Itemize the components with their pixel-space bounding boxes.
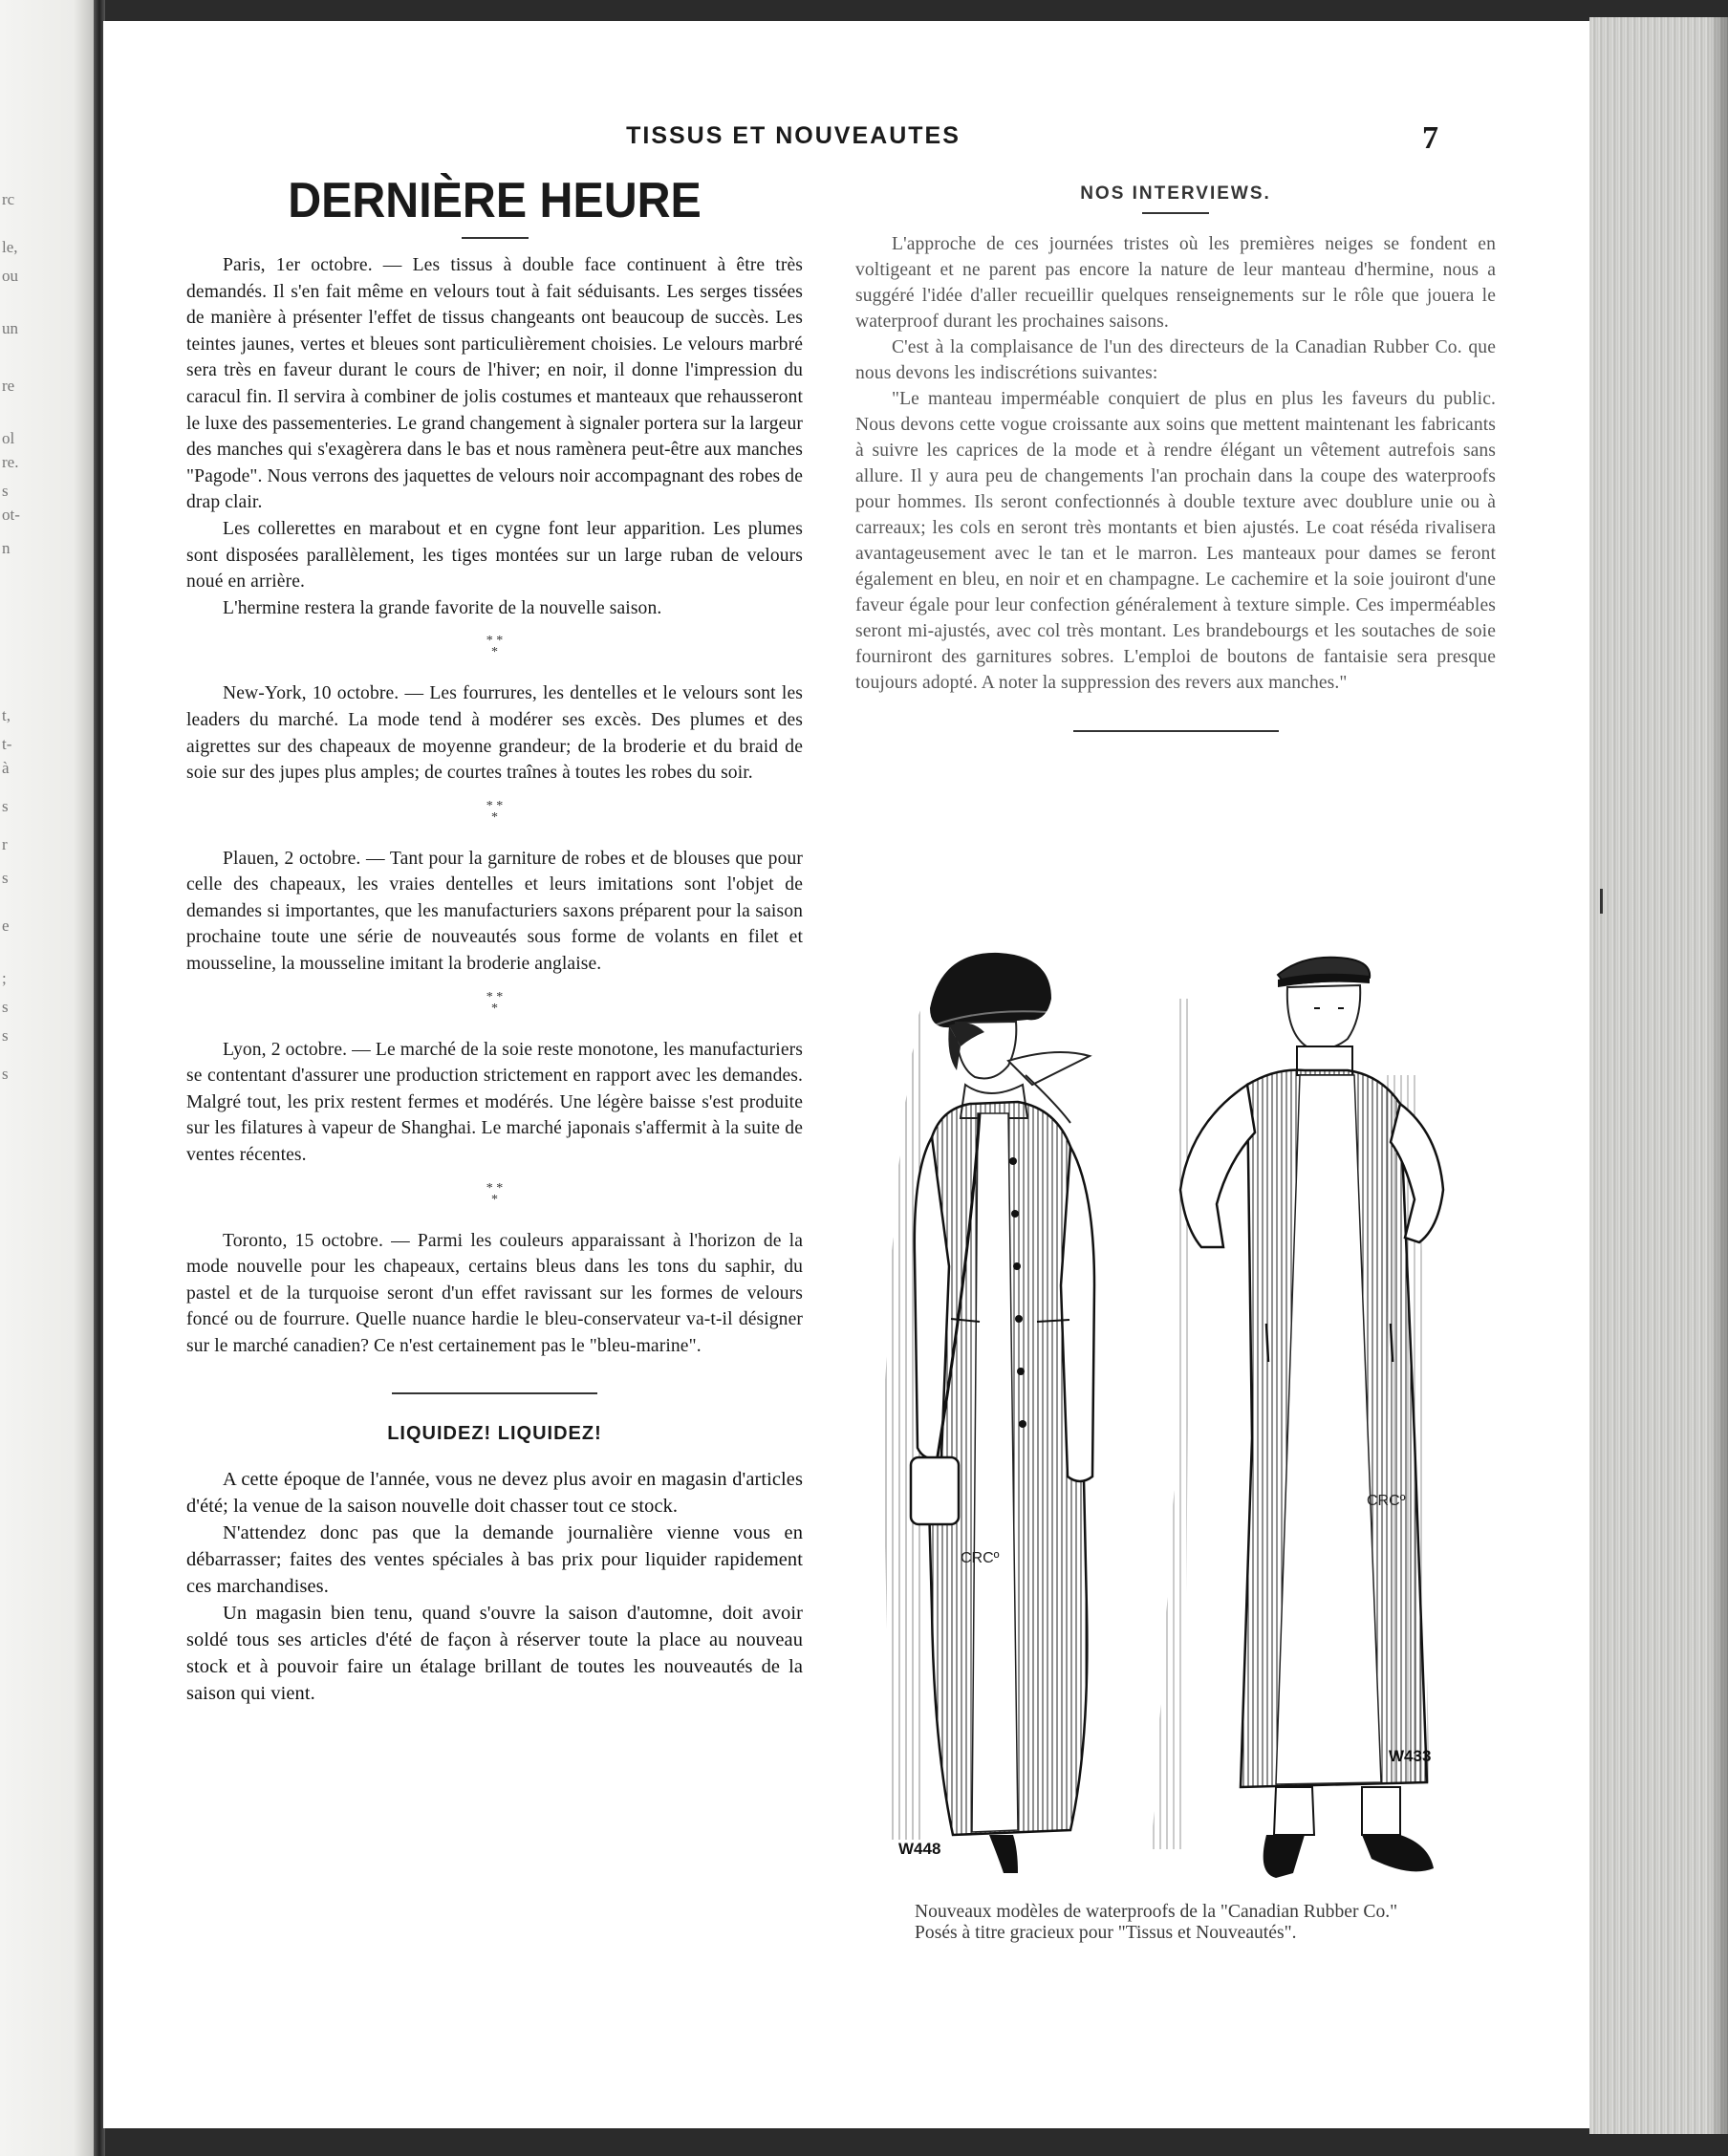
liquidez-paragraph: Un magasin bien tenu, quand s'ouvre la saison d'automne, doit avoir soldé tous ses articles d'été de façon à réserver toute la place au nouveau stock et à pouvoir faire un étalage brillant de toutes les nouveautés de la saison qui vient. bbox=[186, 1602, 803, 1704]
margin-fragment: s bbox=[2, 797, 9, 815]
margin-fragment: t, bbox=[2, 706, 11, 724]
interviews-rule bbox=[1142, 212, 1209, 214]
margin-fragment: s bbox=[2, 482, 9, 500]
page-stack-edge bbox=[1589, 17, 1728, 2134]
margin-fragment: à bbox=[2, 759, 10, 777]
asterism: * * * bbox=[486, 634, 504, 660]
collerettes-paragraph: Les collerettes en marabout et en cygne font leur apparition. Les plumes sont disposées parallèlement, les tiges montées sur un large ruban de velours noué en arrière. bbox=[186, 518, 803, 593]
caption-line-2: Posés à titre gracieux pour "Tissus et Nouveautés". bbox=[915, 1923, 1297, 1943]
left-column bbox=[186, 172, 803, 1707]
liquidez-paragraph: A cette époque de l'année, vous ne devez plus avoir en magasin d'articles d'été; la venue de la saison nouvelle doit chasser tout ce stock. bbox=[186, 1468, 803, 1517]
margin-fragment: re. bbox=[2, 453, 19, 471]
margin-fragment: le, bbox=[2, 238, 18, 256]
asterism: * * * bbox=[486, 989, 504, 1016]
man-crc-mark: CRCº bbox=[1367, 1493, 1406, 1509]
margin-fragment: rc bbox=[2, 190, 15, 208]
margin-fragment: r bbox=[2, 835, 8, 853]
waterproof-illustration bbox=[865, 941, 1496, 1887]
margin-fragment: s bbox=[2, 1065, 9, 1083]
derniere-heure-body bbox=[186, 252, 803, 1360]
interviews-title: NOS INTERVIEWS. bbox=[1080, 183, 1271, 204]
illustration-caption bbox=[865, 1902, 1496, 1944]
liquidez-body bbox=[186, 1466, 803, 1707]
margin-fragment: ot- bbox=[2, 506, 20, 524]
interviews-paragraph: "Le manteau imperméable conquiert de plus en plus les faveurs du public. Nous devons cette vogue croissante aux soins que mettent maintenant les fabricants à suivre les caprices de la mode et à rendre élégant un vêtement autrefois sans allure. Il y aura peu de changements l'an prochain dans la coupe des waterproofs pour hommes. Ils seront confectionnés à double texture avec doublure unie ou à carreaux; les cols en seront très montants et bien ajustés. Le coat réséda rivalisera avantageusement avec le tan et le marron. Les manteaux pour dames se feront également en bleu, en noir et en champagne. Le cachemire et la soie jouiront d'une faveur égale pour leur confection généralement à texture simple. Ces imperméables seront mi-ajustés, avec col très montant. Les brandebourgs et les soutaches de soie fourniront des garnitures sobres. L'emploi de boutons de fantaisie sera presque toujours adopté. A noter la suppression des revers aux manches." bbox=[855, 389, 1496, 693]
plauen-paragraph: Plauen, 2 octobre. — Tant pour la garniture de robes et de blouses que pour celle des chapeaux, les vraies dentelles et leurs imitations sont l'objet de demandes si importantes, que les manufacturiers saxons préparent pour la saison prochaine toute une série de nouveautés sous forme de volants en filet et mousseline, la mousseline imitant la broderie anglaise. bbox=[186, 848, 803, 975]
section-rule bbox=[392, 1392, 597, 1394]
fur-hat bbox=[930, 953, 1051, 1027]
handbag bbox=[911, 1457, 959, 1524]
left-page-edge bbox=[0, 0, 105, 2156]
derniere-heure-title: DERNIÈRE HEURE bbox=[288, 173, 702, 228]
margin-fragment: re bbox=[2, 377, 15, 395]
margin-fragment: e bbox=[2, 916, 10, 935]
lyon-paragraph: Lyon, 2 octobre. — Le marché de la soie reste monotone, les manufacturiers se contentant d'assurer une production strictement en rapport avec les demandes. Malgré tout, les prix restent fermes et modérés. Une légère baisse s'est produite sur les filatures à vapeur de Shanghai. Le marché japonais s'affermit à la suite de ventes récentes. bbox=[186, 1039, 803, 1166]
right-column bbox=[855, 172, 1496, 761]
woman-crc-mark: CRCº bbox=[961, 1550, 1000, 1566]
running-title: TISSUS ET NOUVEAUTES bbox=[626, 122, 961, 149]
margin-fragment: ol bbox=[2, 429, 15, 447]
margin-fragment: un bbox=[2, 319, 18, 337]
margin-fragment: s bbox=[2, 869, 9, 887]
margin-fragment: s bbox=[2, 998, 9, 1016]
margin-fragment: s bbox=[2, 1026, 9, 1045]
woman-model-number: W448 bbox=[898, 1840, 941, 1858]
margin-fragment: ; bbox=[2, 969, 7, 987]
man-figure bbox=[1152, 958, 1443, 1878]
interviews-paragraph: L'approche de ces journées tristes où les premières neiges se fondent en voltigeant et ne parent pas encore la nature de leur manteau d'hermine, nous a suggéré l'idée d'aller recueillir quelques renseignements sur le rôle que jouera le waterproof durant les prochaines saisons. bbox=[855, 234, 1496, 332]
title-rule bbox=[462, 237, 529, 239]
caption-line-1: Nouveaux modèles de waterproofs de la "Canadian Rubber Co." bbox=[915, 1902, 1398, 1922]
margin-fragment: t- bbox=[2, 735, 12, 753]
man-model-number: W433 bbox=[1389, 1747, 1432, 1765]
liquidez-paragraph: N'attendez donc pas que la demande journalière vienne vous en débarrasser; faites des ventes spéciales à bas prix pour liquider rapidement ces marchandises. bbox=[186, 1521, 803, 1597]
hermine-paragraph: L'hermine restera la grande favorite de la nouvelle saison. bbox=[223, 597, 662, 618]
page-number: 7 bbox=[1422, 120, 1438, 156]
asterism: * * * bbox=[486, 1180, 504, 1207]
margin-fragment: n bbox=[2, 539, 11, 557]
margin-fragment: ou bbox=[2, 267, 18, 285]
margin-mark bbox=[1600, 889, 1603, 914]
interviews-body bbox=[855, 231, 1496, 696]
new-york-paragraph: New-York, 10 octobre. — Les fourrures, les dentelles et le velours sont les leaders du marché. La mode tend à modérer ses excès. Des plumes et des aigrettes sur des chapeaux de moyenne grandeur; de la broderie et du braid de soie sur des jupes plus amples; de courtes traînes à toutes les robes du soir. bbox=[186, 683, 803, 784]
paris-paragraph: Paris, 1er octobre. — Les tissus à double face continuent à être très demandés. Il s'en fait même en velours tout à fait séduisants. Les serges tissées de manière à présenter l'effet de tissus changeants ont beaucoup de succès. Les teintes jaunes, vertes et bleues sont particulièrement choisies. Le velours marbré sera très en faveur durant le cours de l'hiver; en noir, il donne l'impression du caracul fin. Il servira à combiner de jolis costumes et manteaux que rehausseront le luxe des passementeries. Le grand changement à signaler portera sur la largeur des manches qui s'exagèrera dans le bas et nous ramènera peut-être aux manches "Pagode". Nous verrons des jaquettes de velours noir accompagnant des robes de drap clair. bbox=[186, 255, 803, 513]
interviews-paragraph: C'est à la complaisance de l'un des directeurs de la Canadian Rubber Co. que nous devons les indiscrétions suivantes: bbox=[855, 337, 1496, 383]
woman-figure bbox=[884, 953, 1094, 1873]
asterism: * * * bbox=[486, 798, 504, 825]
liquidez-title: LIQUIDEZ! LIQUIDEZ! bbox=[387, 1422, 602, 1444]
toronto-paragraph: Toronto, 15 octobre. — Parmi les couleurs apparaissant à l'horizon de la mode nouvelle pour les chapeaux, certains bleus dans les tons du saphir, du pastel et de la turquoise seront d'un effet ravissant sur les formes de velours foncé ou de fourrure. Quelle nuance hardie le bleu-conservateur va-t-il désigner sur le marché canadien? Ce n'est certainement pas le "bleu-marine". bbox=[186, 1230, 803, 1356]
illustration-rule bbox=[1073, 730, 1279, 732]
